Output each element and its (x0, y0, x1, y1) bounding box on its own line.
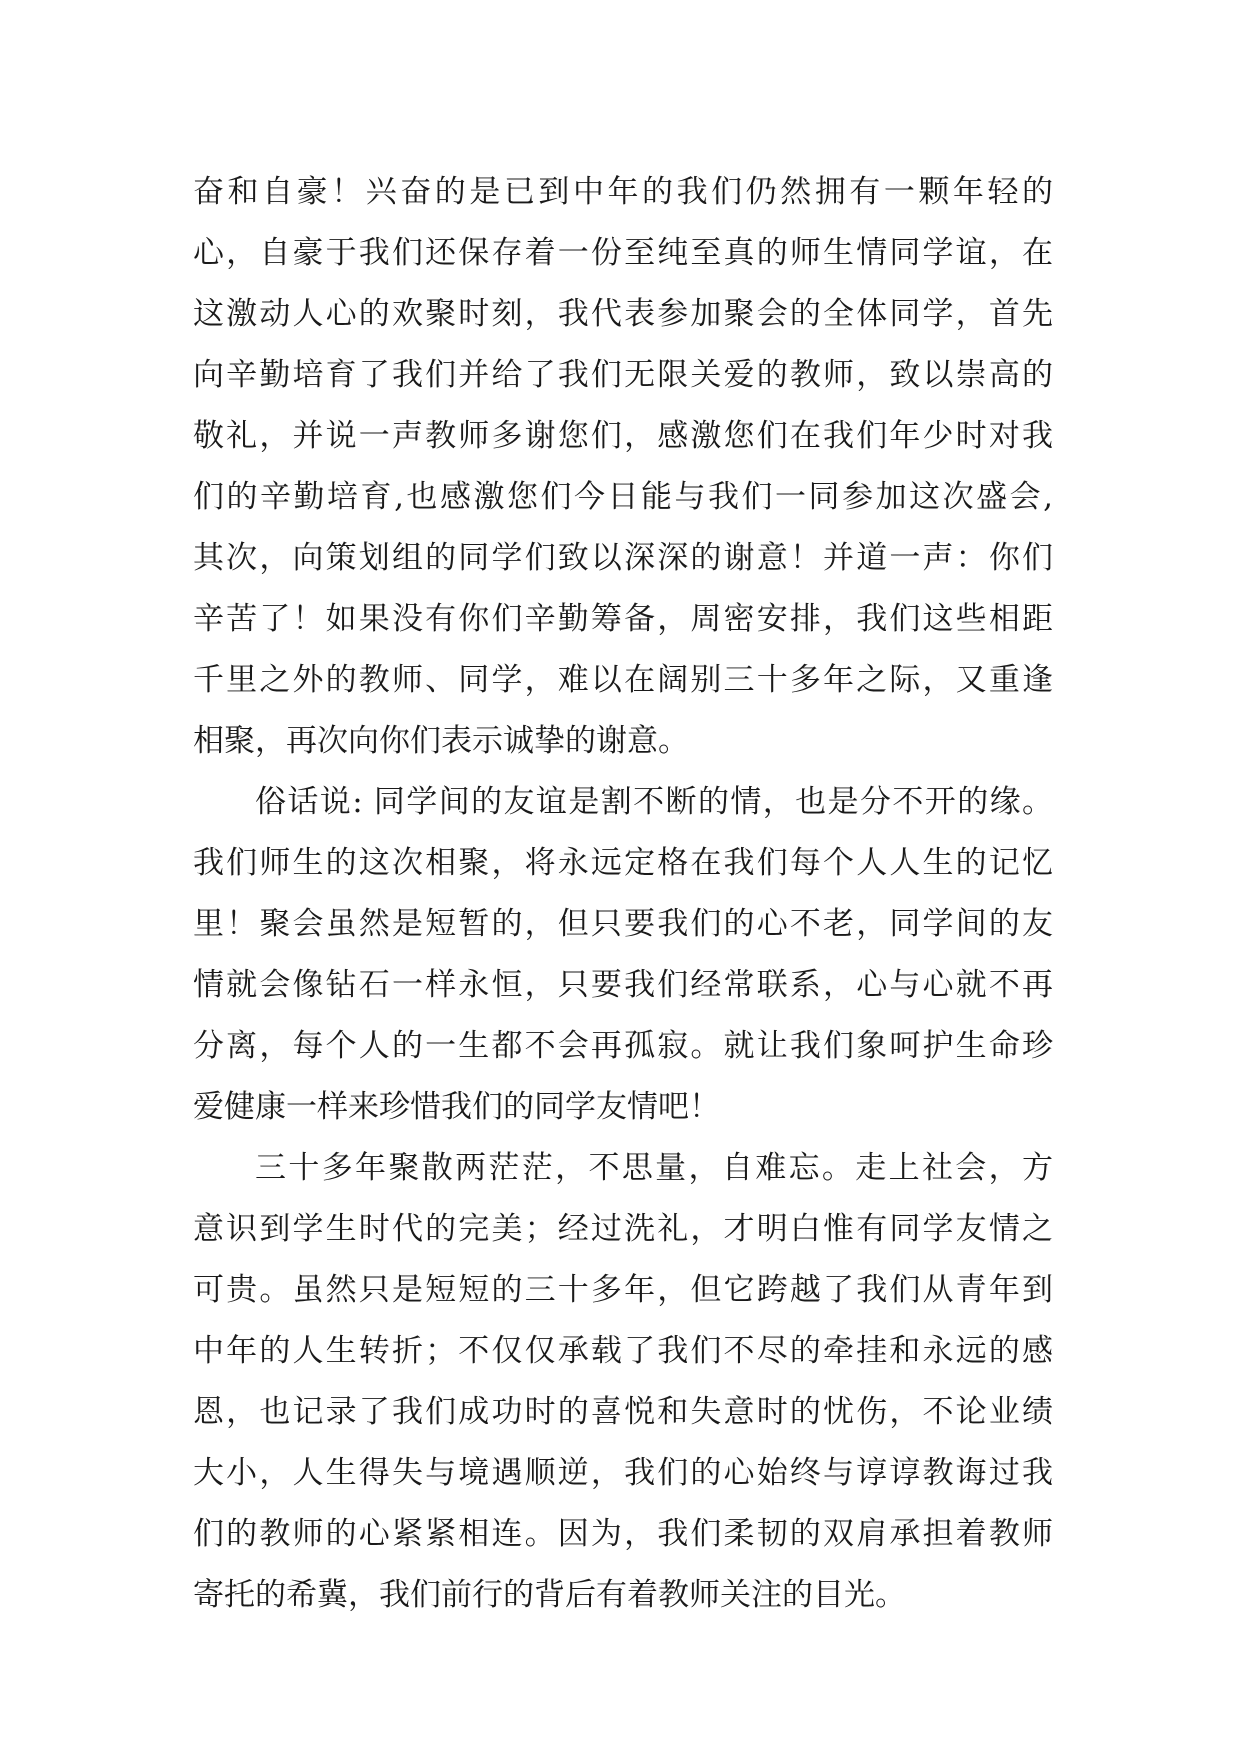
text-line: 意识到学生时代的完美；经过洗礼，才明白惟有同学友情之 (193, 1211, 1053, 1247)
text-line: 爱健康一样来珍惜我们的同学友情吧！ (193, 1089, 720, 1125)
text-line: 恩，也记录了我们成功时的喜悦和失意时的忧伤，不论业绩 (193, 1394, 1053, 1430)
text-line: 辛苦了！如果没有你们辛勤筹备，周密安排，我们这些相距 (193, 601, 1053, 637)
text-line: 情就会像钻石一样永恒，只要我们经常联系，心与心就不再 (193, 967, 1053, 1003)
body-text (193, 162, 1053, 1626)
text-line: 三十多年聚散两茫茫，不思量，自难忘。走上社会，方 (255, 1150, 1053, 1186)
text-line: 敬礼，并说一声教师多谢您们，感激您们在我们年少时对我 (193, 418, 1053, 454)
text-line: 们的辛勤培育,也感激您们今日能与我们一同参加这次盛会, (193, 479, 1053, 515)
text-line: 其次，向策划组的同学们致以深深的谢意！并道一声：你们 (193, 540, 1053, 576)
text-line: 寄托的希冀，我们前行的背后有着教师关注的目光。 (193, 1577, 906, 1613)
text-line: 这激动人心的欢聚时刻，我代表参加聚会的全体同学，首先 (193, 296, 1053, 332)
text-line: 中年的人生转折；不仅仅承载了我们不尽的牵挂和永远的感 (193, 1333, 1053, 1369)
text-line: 分离，每个人的一生都不会再孤寂。就让我们象呵护生命珍 (193, 1028, 1053, 1064)
text-line: 大小，人生得失与境遇顺逆，我们的心始终与谆谆教诲过我 (193, 1455, 1053, 1491)
text-line: 千里之外的教师、同学，难以在阔别三十多年之际，又重逢 (193, 662, 1053, 698)
text-line: 我们师生的这次相聚，将永远定格在我们每个人人生的记忆 (193, 845, 1053, 881)
paragraph-1 (193, 162, 1053, 772)
text-line: 向辛勤培育了我们并给了我们无限关爱的教师，致以崇高的 (193, 357, 1053, 393)
text-line: 心，自豪于我们还保存着一份至纯至真的师生情同学谊，在 (193, 235, 1053, 271)
text-line: 俗话说: 同学间的友谊是割不断的情，也是分不开的缘。 (255, 784, 1053, 820)
paragraph-3 (193, 1138, 1053, 1626)
text-line: 可贵。虽然只是短短的三十多年，但它跨越了我们从青年到 (193, 1272, 1053, 1308)
text-line: 们的教师的心紧紧相连。因为，我们柔韧的双肩承担着教师 (193, 1516, 1053, 1552)
text-line: 奋和自豪！兴奋的是已到中年的我们仍然拥有一颗年轻的 (193, 174, 1053, 210)
text-line: 里！聚会虽然是短暂的，但只要我们的心不老，同学间的友 (193, 906, 1053, 942)
text-line: 相聚，再次向你们表示诚挚的谢意。 (193, 723, 689, 759)
paragraph-2 (193, 772, 1053, 1138)
